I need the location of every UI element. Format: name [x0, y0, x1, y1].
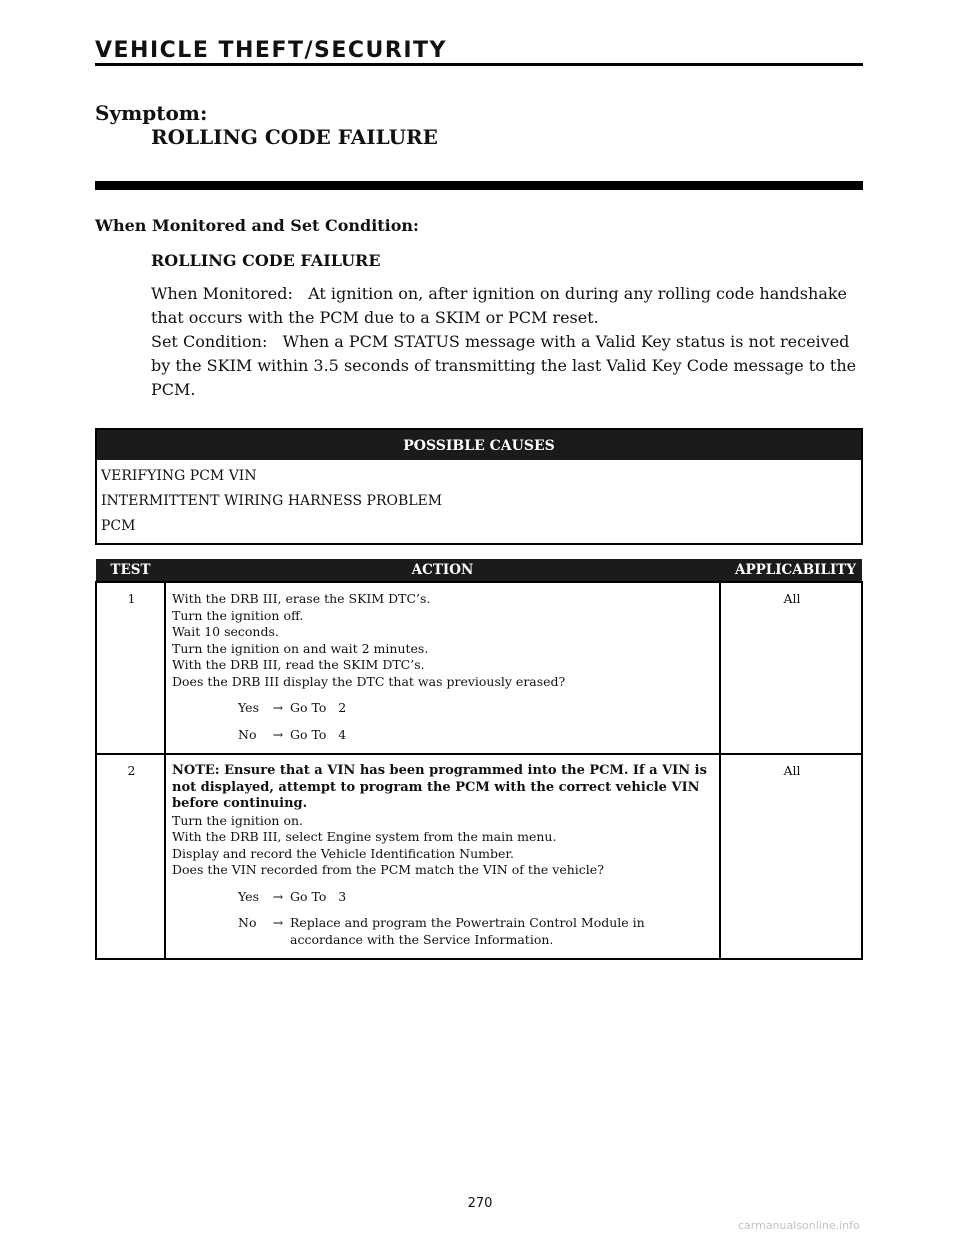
test-table [95, 559, 863, 960]
arrow-right-icon: → [272, 700, 284, 715]
no-result: Go To 4 [290, 726, 347, 742]
arrow-right-icon: → [272, 888, 284, 904]
arrow-right-icon: → [272, 726, 284, 742]
when-monitored-text: When Monitored: At ignition on, after ignition on during any rolling code handshake that occurs with the PCM due to a SKIM or PCM reset. [151, 284, 848, 327]
symptom-label: Symptom: [95, 101, 208, 125]
symptom-name: ROLLING CODE FAILURE [151, 125, 438, 149]
header-applicability: APPLICABILITY [720, 559, 862, 582]
possible-causes-box [95, 428, 863, 545]
test-applicability: All [720, 754, 862, 959]
cause-item: PCM [101, 518, 136, 534]
action-line: Does the DRB III display the DTC that was previously erased? [172, 673, 566, 689]
cause-item: VERIFYING PCM VIN [101, 468, 257, 484]
yes-result: Go To 2 [290, 700, 347, 715]
test-number: 1 [96, 582, 165, 754]
no-result: Replace and program the Powertrain Control Module in accordance with the Service Information. [290, 915, 645, 947]
header-action: ACTION [165, 559, 720, 582]
yes-result: Go To 3 [290, 888, 347, 904]
possible-causes-heading: POSSIBLE CAUSES [97, 430, 861, 460]
table-row [96, 582, 862, 754]
action-line: Turn the ignition off. [172, 607, 304, 623]
action-line: Display and record the Vehicle Identification Number. [172, 845, 514, 861]
action-line: With the DRB III, read the SKIM DTC’s. [172, 657, 425, 672]
section-title: VEHICLE THEFT/SECURITY [95, 38, 447, 63]
watermark: carmanualsonline.info [738, 1219, 860, 1232]
test-number: 2 [96, 754, 165, 959]
test-action [165, 582, 720, 754]
cause-item: INTERMITTENT WIRING HARNESS PROBLEM [101, 493, 443, 509]
header-divider [95, 63, 863, 66]
no-branch [172, 727, 715, 744]
symptom-divider [95, 181, 863, 190]
test-table-header [96, 559, 862, 582]
action-line: Turn the ignition on. [172, 812, 303, 828]
monitored-heading: When Monitored and Set Condition: [95, 216, 419, 235]
set-condition-text: Set Condition: When a PCM STATUS message with a Valid Key status is not received by the SKIM within 3.5 seconds of transmitting the last Valid Key Code message to the PCM. [151, 332, 857, 399]
page-number: 270 [467, 1196, 493, 1211]
no-label: No [238, 726, 257, 742]
yes-branch [172, 889, 715, 906]
action-line: Does the VIN recorded from the PCM match the VIN of the vehicle? [172, 862, 604, 877]
header-test: TEST [96, 559, 165, 582]
no-branch [172, 915, 715, 948]
yes-label: Yes [238, 888, 259, 904]
action-line: With the DRB III, select Engine system from the main menu. [172, 829, 557, 844]
test-applicability: All [720, 582, 862, 754]
action-note: NOTE: Ensure that a VIN has been programmed into the PCM. If a VIN is not displayed, attempt to program the PCM with the correct vehicle VIN before continuing. [172, 763, 707, 811]
table-row [96, 754, 862, 959]
condition-name: ROLLING CODE FAILURE [151, 251, 381, 270]
no-label: No [238, 915, 257, 930]
action-line: With the DRB III, erase the SKIM DTC’s. [172, 591, 431, 606]
action-line: Turn the ignition on and wait 2 minutes. [172, 640, 429, 656]
yes-branch [172, 700, 715, 717]
action-line: Wait 10 seconds. [172, 624, 279, 639]
yes-label: Yes [238, 700, 259, 715]
test-action [165, 754, 720, 959]
arrow-right-icon: → [272, 915, 284, 930]
